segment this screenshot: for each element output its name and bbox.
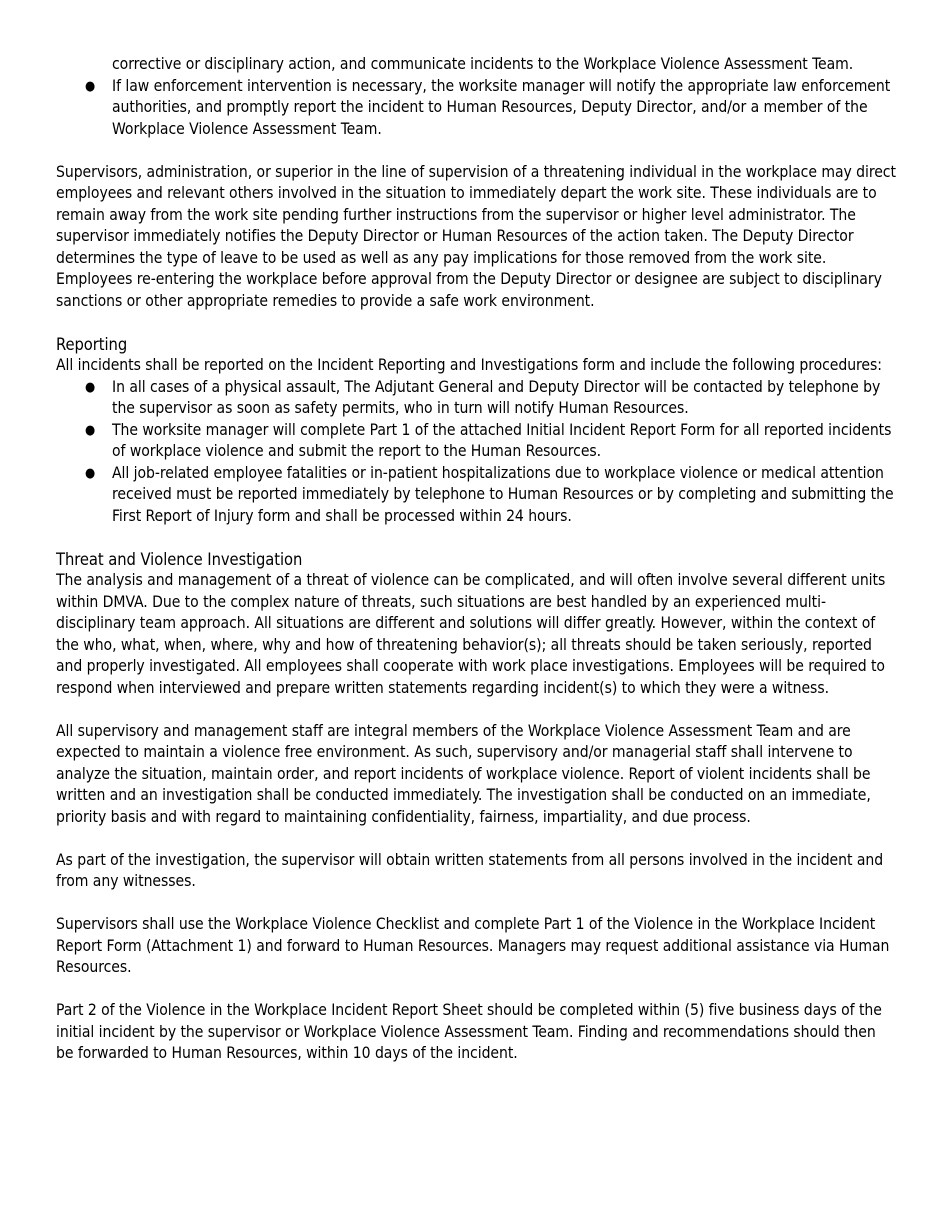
reporting-bullet-list bbox=[56, 377, 896, 528]
bullet-icon: ● bbox=[85, 379, 96, 395]
enforcement-bullet-list bbox=[56, 76, 896, 141]
bullet-icon: ● bbox=[85, 465, 96, 481]
list-item-text: In all cases of a physical assault, The Adjutant General and Deputy Director will be contacted by telephone by the supervisor as soon as safety permits, who in turn will notify Human Resources. bbox=[112, 377, 881, 417]
investigation-paragraph: All supervisory and management staff are integral members of the Workplace Violence Assessment Team and are expected to maintain a violence free environment. As such, supervisory and/or managerial staff shall intervene to analyze the situation, maintain order, and report incidents of workplace violence. Report of violent incidents shall be written and an investigation shall be conducted immediately. The investigation shall be conducted on an immediate, priority basis and with regard to maintaining confidentiality, fairness, impartiality, and due process. bbox=[56, 721, 871, 826]
list-item bbox=[56, 377, 896, 420]
list-item bbox=[56, 463, 896, 528]
list-item bbox=[56, 420, 896, 463]
bullet-icon: ● bbox=[85, 422, 96, 438]
investigation-paragraph: As part of the investigation, the supervisor will obtain written statements from all persons involved in the incident and from any witnesses. bbox=[56, 850, 884, 890]
investigation-heading: Threat and Violence Investigation bbox=[56, 549, 303, 569]
list-item bbox=[56, 76, 896, 141]
list-item-text: All job-related employee fatalities or in-patient hospitalizations due to workplace violence or medical attention received must be reported immediately by telephone to Human Resources or by completing and submitting the First Report of Injury form and shall be processed within 24 hours. bbox=[112, 463, 894, 525]
reporting-intro: All incidents shall be reported on the Incident Reporting and Investigations form and include the following procedures: bbox=[56, 356, 882, 374]
supervisors-paragraph: Supervisors, administration, or superior in the line of supervision of a threatening individual in the workplace may direct employees and relevant others involved in the situation to immediately depart the work site. These individuals are to remain away from the work site pending further instructions from the supervisor or higher level administrator. The supervisor immediately notifies the Deputy Director or Human Resources of the action taken. The Deputy Director determines the type of leave to be used as well as any pay implications for those removed from the work site. Employees re-entering the workplace before approval from the Deputy Director or designee are subject to disciplinary sanctions or other appropriate remedies to provide a safe work environment. bbox=[56, 162, 896, 310]
investigation-paragraph: Supervisors shall use the Workplace Violence Checklist and complete Part 1 of the Violence in the Workplace Incident Report Form (Attachment 1) and forward to Human Resources. Managers may request additional assistance via Human Resources. bbox=[56, 915, 890, 976]
bullet-icon: ● bbox=[85, 78, 96, 94]
reporting-heading: Reporting bbox=[56, 334, 128, 354]
investigation-paragraph: The analysis and management of a threat of violence can be complicated, and will often involve several different units within DMVA. Due to the complex nature of threats, such situations are best handled by an experienced multi-disciplinary team approach. All situations are different and solutions will differ greatly. However, within the context of the who, what, when, where, why and how of threatening behavior(s); all threats should be taken seriously, reported and properly investigated. All employees shall cooperate with work place investigations. Employees will be required to respond when interviewed and prepare written statements regarding incident(s) to which they were a witness. bbox=[56, 571, 886, 697]
list-item-text: If law enforcement intervention is necessary, the worksite manager will notify the appropriate law enforcement authorities, and promptly report the incident to Human Resources, Deputy Director, and/or a member of the Workplace Violence Assessment Team. bbox=[112, 76, 891, 138]
list-item-text: The worksite manager will complete Part 1 of the attached Initial Incident Report Form for all reported incidents of workplace violence and submit the report to the Human Resources. bbox=[112, 420, 892, 460]
investigation-paragraph: Part 2 of the Violence in the Workplace Incident Report Sheet should be completed within (5) five business days of the initial incident by the supervisor or Workplace Violence Assessment Team. Finding and recommendations should then be forwarded to Human Resources, within 10 days of the incident. bbox=[56, 1001, 882, 1062]
continued-bullet-text: corrective or disciplinary action, and communicate incidents to the Workplace Violence Assessment Team. bbox=[112, 55, 854, 73]
document-page bbox=[56, 54, 896, 1065]
